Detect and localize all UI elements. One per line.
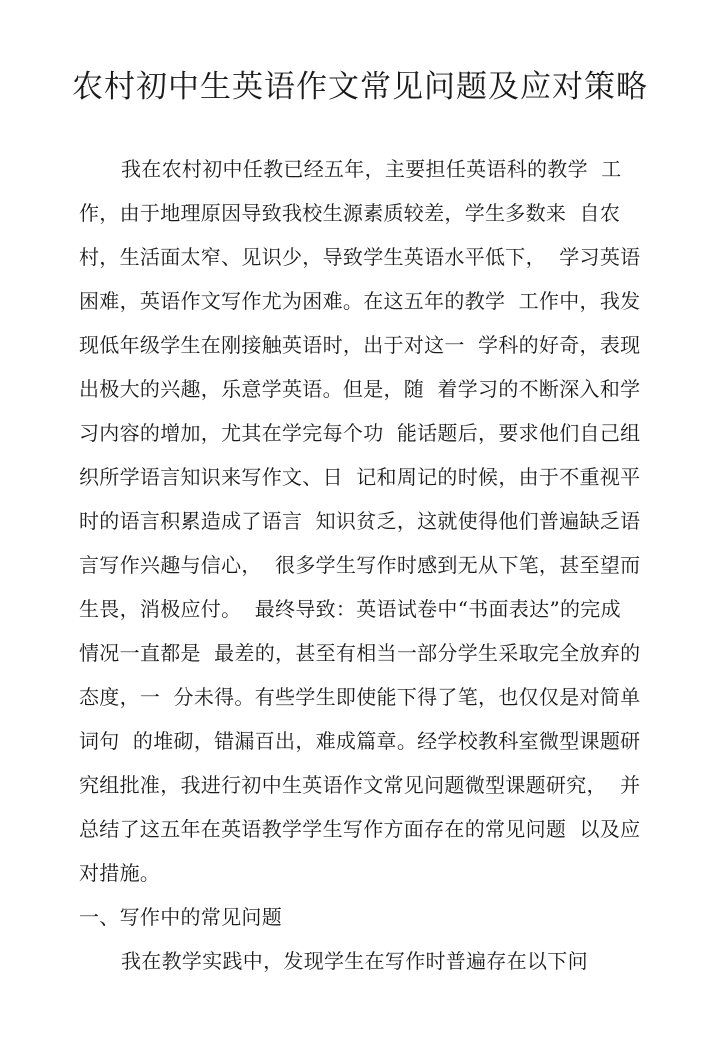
- paragraph-1-line-7: 习内容的增加，尤其在学完每个功 能话题后，要求他们自己组: [79, 421, 641, 445]
- paragraph-1-line-1: 我在农村初中任教已经五年，主要担任英语科的教学 工: [121, 157, 622, 181]
- paragraph-2-line-1: 我在教学实践中，发现学生在写作时普遍存在以下问: [121, 949, 588, 973]
- paragraph-1-line-6: 出极大的兴趣，乐意学英语。但是，随 着学习的不断深入和学: [79, 377, 641, 401]
- paragraph-1-line-14: 词句 的堆砌，错漏百出，难成篇章。经学校教科室微型课题研: [79, 729, 641, 753]
- paragraph-1-line-13: 态度，一 分未得。有些学生即使能下得了笔，也仅仅是对简单: [79, 685, 641, 709]
- paragraph-1-line-2: 作，由于地理原因导致我校生源素质较差，学生多数来 自农: [79, 201, 621, 225]
- document-title: 农村初中生英语作文常见问题及应对策略: [72, 69, 648, 105]
- paragraph-1-line-10: 言写作兴趣与信心， 很多学生写作时感到无从下笔，甚至望而: [79, 553, 641, 577]
- section-1-heading: 一、写作中的常见问题: [79, 905, 282, 929]
- paragraph-1-line-17: 对措施。: [79, 861, 161, 885]
- paragraph-1-line-8: 织所学语言知识来写作文、日 记和周记的时候，由于不重视平: [79, 465, 641, 489]
- paragraph-1-line-12: 情况一直都是 最差的，甚至有相当一部分学生采取完全放弃的: [79, 641, 641, 665]
- paragraph-1-line-4: 困难，英语作文写作尤为困难。在这五年的教学 工作中，我发: [79, 289, 641, 313]
- paragraph-1-line-15: 究组批准，我进行初中生英语作文常见问题微型课题研究， 并: [79, 773, 641, 797]
- paragraph-1-line-3: 村，生活面太窄、见识少，导致学生英语水平低下， 学习英语: [79, 245, 641, 269]
- paragraph-1-line-9: 时的语言积累造成了语言 知识贫乏，这就使得他们普遍缺乏语: [79, 509, 641, 533]
- paragraph-1-line-5: 现低年级学生在刚接触英语时，出于对这一 学科的好奇，表现: [79, 333, 641, 357]
- paragraph-1-line-11: 生畏，消极应付。 最终导致：英语试卷中“书面表达”的完成: [79, 597, 621, 621]
- paragraph-1-line-16: 总结了这五年在英语教学学生写作方面存在的常见问题 以及应: [79, 817, 641, 841]
